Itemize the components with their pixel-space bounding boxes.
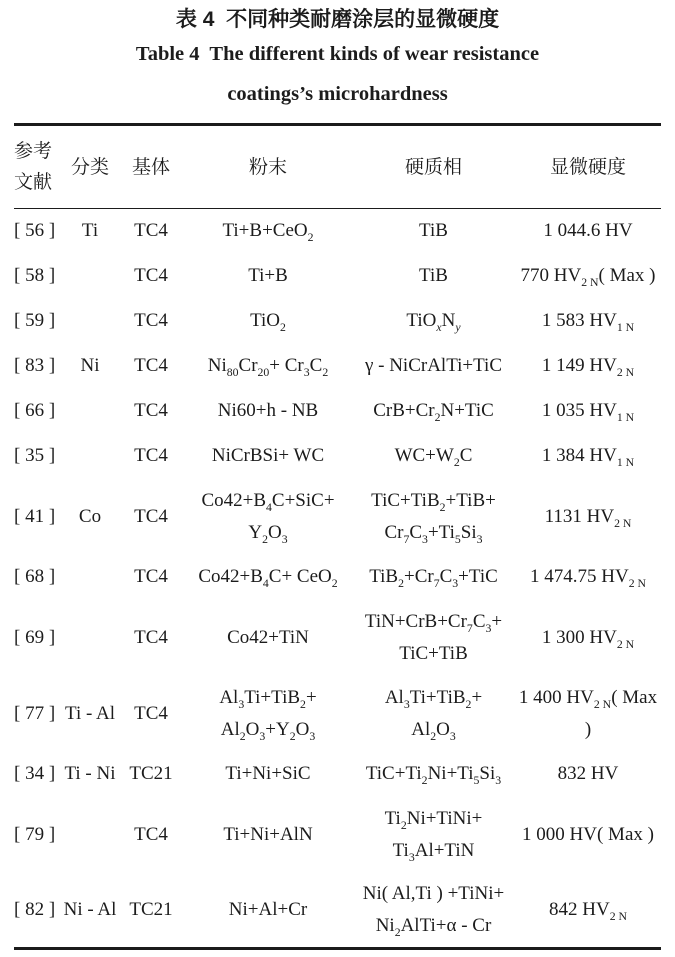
cell-category: Ti - Ni: [64, 763, 116, 784]
header-row: [14, 125, 661, 209]
cell-microhardness: 1131 $HV_{2 N}$: [544, 505, 632, 530]
cell-substrate: TC4: [134, 505, 168, 527]
cell-microhardness: 1 300 $HV_{2 N}$: [541, 626, 635, 651]
table-caption-zh: 表 4 不同种类耐磨涂层的显微硬度: [175, 8, 500, 31]
table-row: [14, 873, 661, 949]
cell-powder: $Ni_{80}Cr_{20}+ Cr_3C_2$: [207, 355, 329, 379]
cell-substrate: TC4: [134, 566, 168, 587]
cell-microhardness: 1 474.75 $HV_{2 N}$: [529, 566, 647, 590]
cell-substrate: TC4: [134, 626, 168, 648]
cell-hard-phase: γ - NiCrAlTi+TiC: [364, 355, 503, 376]
cell-category: Ti - Al: [65, 702, 115, 724]
cell-reference: [ 58 ]: [14, 265, 56, 286]
col-header-powder: 粉末: [248, 156, 287, 178]
table-body: [14, 209, 661, 949]
cell-category: Co: [78, 505, 102, 527]
cell-powder: NiCrBSi+ WC: [211, 445, 325, 466]
table-row: [14, 752, 661, 797]
cell-substrate: TC4: [134, 355, 168, 376]
table-row: [14, 254, 661, 299]
cell-reference: [ 69 ]: [14, 626, 56, 648]
cell-hard-phase: $Ti_2Ni+TiNi+$ $Ti_3Al+TiN$: [384, 807, 483, 864]
cell-hard-phase: $CrB+Cr_2N+TiC$: [373, 400, 494, 424]
cell-reference: [ 66 ]: [14, 400, 56, 421]
table-row: [14, 389, 661, 434]
cell-microhardness: 770 $HV_{2 N}$( Max ): [520, 265, 656, 289]
col-header-reference: 参考 文献: [14, 141, 53, 193]
cell-powder: TiO$_2$: [250, 310, 286, 334]
cell-category: [62, 434, 118, 479]
cell-substrate: TC4: [134, 702, 168, 724]
cell-substrate: TC4: [134, 220, 168, 242]
col-header-substrate: 基体: [131, 156, 170, 178]
cell-microhardness: 1 044.6 HV: [543, 220, 633, 242]
cell-category: Ni - Al: [63, 898, 117, 920]
cell-category: [62, 600, 118, 676]
cell-powder: Ti+B: [248, 265, 288, 286]
cell-substrate: TC4: [134, 400, 168, 421]
cell-microhardness: 1 400 $HV_{2 N}$( Max ): [518, 686, 662, 740]
table-row: [14, 299, 661, 344]
cell-category: [62, 299, 118, 344]
cell-powder: Ni+Al+Cr: [228, 898, 308, 920]
cell-reference: [ 34 ]: [14, 763, 56, 784]
cell-microhardness: 832 HV: [557, 763, 619, 784]
cell-powder: $Co42+B_4C+ CeO_2$: [198, 566, 338, 590]
cell-hard-phase: $TiC+Ti_2Ni+Ti_5Si_3$: [365, 763, 502, 787]
table-caption-en-line2: coatings’s microhardness: [227, 83, 448, 105]
cell-substrate: TC21: [129, 763, 173, 784]
cell-powder: $Co42+B_4C+SiC+$ $Y_2O_3$: [201, 489, 335, 546]
cell-hard-phase: $WC+W_2C$: [394, 445, 473, 469]
table-row: [14, 209, 661, 254]
table-caption-en-line1: Table 4 The different kinds of wear resistance: [135, 43, 540, 65]
cell-hard-phase: TiC+TiB$_2$+TiB+ $Cr_7C_3+Ti_5Si_3$: [371, 489, 496, 546]
cell-microhardness: 1 000 HV( Max ): [522, 823, 654, 845]
table-row: [14, 676, 661, 752]
cell-reference: [ 35 ]: [14, 445, 56, 466]
table-row: [14, 600, 661, 676]
cell-substrate: TC4: [134, 445, 168, 466]
cell-microhardness: 1 149 $HV_{2 N}$: [541, 355, 635, 379]
cell-reference: [ 77 ]: [14, 702, 56, 724]
cell-hard-phase: $TiN+CrB+Cr_7C_3+$ TiC+TiB: [364, 610, 503, 664]
cell-category: Ti: [81, 220, 99, 242]
col-header-hard-phase: 硬质相: [404, 156, 462, 178]
cell-microhardness: 1 035 $HV_{1 N}$: [541, 400, 635, 424]
cell-substrate: TC21: [129, 898, 173, 920]
cell-hard-phase: Ni( Al,Ti ) +TiNi+ $Ni_2AlTi+\alpha - Cr$: [362, 882, 505, 939]
cell-powder: Ti+Ni+SiC: [225, 763, 311, 784]
cell-reference: [ 82 ]: [14, 898, 56, 920]
col-header-microhardness: 显微硬度: [549, 156, 626, 178]
table-header: [14, 125, 661, 209]
cell-category: [62, 254, 118, 299]
cell-microhardness: 842 $HV_{2 N}$: [548, 898, 628, 923]
cell-reference: [ 59 ]: [14, 310, 56, 331]
table-row: [14, 479, 661, 555]
cell-powder: Ni60+h - NB: [217, 400, 319, 421]
cell-category: Ni: [80, 355, 100, 376]
cell-hard-phase: $TiB_2+Cr_7C_3+TiC$: [369, 566, 498, 590]
cell-category: [62, 797, 118, 873]
cell-hard-phase: $TiO_xN_y$: [406, 310, 461, 334]
cell-reference: [ 56 ]: [14, 220, 56, 242]
cell-microhardness: 1 583 $HV_{1 N}$: [541, 310, 635, 334]
cell-category: [62, 555, 118, 600]
cell-reference: [ 68 ]: [14, 566, 56, 587]
table-row: [14, 555, 661, 600]
cell-powder: Co42+TiN: [227, 626, 309, 648]
cell-hard-phase: TiB: [419, 265, 448, 286]
cell-powder: Ti+B+CeO$_2$: [222, 220, 314, 245]
cell-hard-phase: TiB: [419, 220, 448, 242]
cell-substrate: TC4: [134, 310, 168, 331]
cell-substrate: TC4: [134, 823, 168, 845]
col-header-category: 分类: [70, 156, 109, 178]
cell-hard-phase: $Al_3Ti+TiB_2+$ $Al_2O_3$: [384, 686, 483, 743]
cell-powder: $Al_3Ti+TiB_2+$ $Al_2O_3+Y_2O_3$: [219, 686, 317, 743]
cell-substrate: TC4: [134, 265, 168, 286]
cell-category: [62, 389, 118, 434]
microhardness-table: [14, 123, 661, 950]
table-row: [14, 434, 661, 479]
table-container: [14, 123, 661, 950]
table-row: [14, 797, 661, 873]
cell-reference: [ 41 ]: [14, 505, 56, 527]
cell-reference: [ 79 ]: [14, 823, 56, 845]
cell-powder: Ti+Ni+AlN: [223, 823, 313, 845]
cell-microhardness: 1 384 $HV_{1 N}$: [541, 445, 635, 469]
table-row: [14, 344, 661, 389]
cell-reference: [ 83 ]: [14, 355, 56, 376]
